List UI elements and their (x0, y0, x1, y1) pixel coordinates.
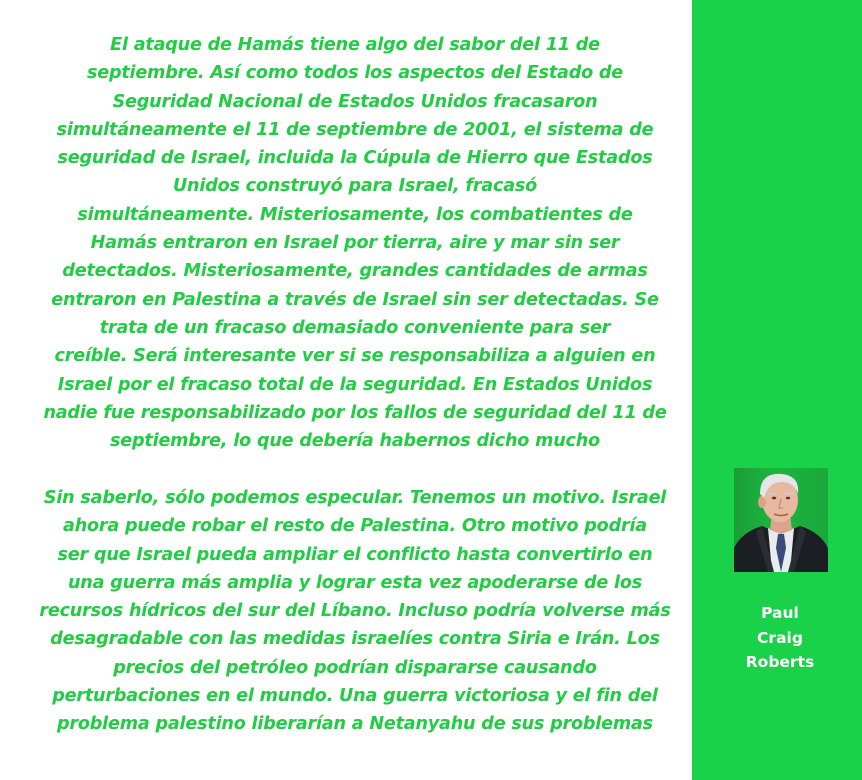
author-portrait-illustration (734, 468, 828, 572)
author-first-name: Paul (761, 604, 799, 622)
quote-paragraph-2: Sin saberlo, sólo podemos especular. Tenemos un motivo. Israel ahora puede robar el resto de Palestina. Otro motivo podría ser que Israel pueda ampliar el conflicto hasta convertirlo en una guerra más amplia y lograr esta vez apoderarse de los recursos hídricos del sur del Líbano. Incluso podría volverse más desagradable con las medidas israelíes contra Siria e Irán. Los precios del petróleo podrían dispararse causando perturbaciones en el mundo. Una guerra victoriosa y el fin del problema palestino liberarían a Netanyahu de sus problemas (39, 488, 671, 735)
author-side-panel (692, 0, 862, 780)
author-middle-name: Craig (757, 628, 803, 647)
author-name (692, 601, 862, 675)
author-last-name: Roberts (745, 653, 815, 671)
quote-paragraph-1: El ataque de Hamás tiene algo del sabor del 11 de septiembre. Así como todos los aspectos del Estado de Seguridad Nacional de Estados Unidos fracasaron simultáneamente el 11 de septiembre de 2001, el sistema de seguridad de Israel, incluida la Cúpula de Hierro que Estados Unidos construyó para Israel, fracasó simultáneamente. Misteriosamente, los combatientes de Hamás entraron en Israel por tierra, aire y mar sin ser detectados. Misteriosamente, grandes cantidades de armas entraron en Palestina a través de Israel sin ser detectadas. Se trata de un fracaso demasiado conveniente para ser creíble. Será interesante ver si se responsabiliza a alguien en Israel por el fracaso total de la seguridad. En Estados Unidos nadie fue responsabilizado por los fallos de seguridad del 11 de septiembre, lo que debería habernos dicho mucho (43, 35, 667, 452)
author-portrait (734, 468, 828, 572)
